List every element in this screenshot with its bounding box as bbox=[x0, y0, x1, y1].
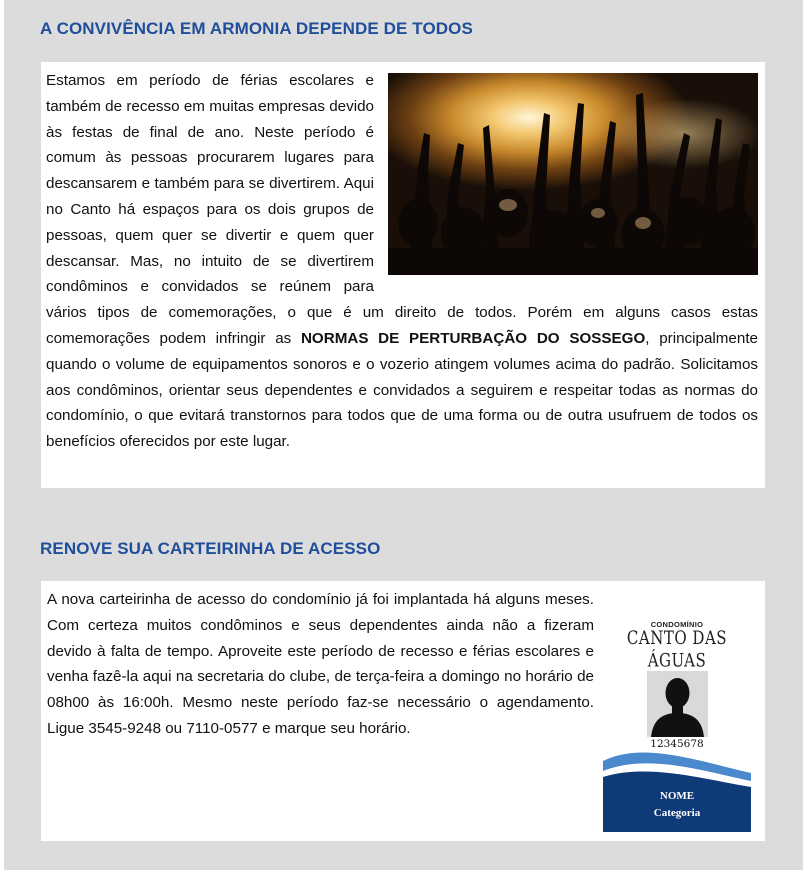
newsletter-page bbox=[4, 0, 803, 870]
content-box-carteirinha bbox=[41, 581, 765, 841]
party-crowd-photo bbox=[388, 73, 758, 275]
person-silhouette-icon bbox=[647, 671, 708, 737]
card-brand: CANTO DAS ÁGUAS bbox=[626, 626, 728, 672]
card-label-condominio: CONDOMÍNIO bbox=[650, 620, 704, 629]
card-photo-placeholder bbox=[647, 671, 708, 737]
card-number: 12345678 bbox=[650, 738, 704, 750]
content-box-convivencia bbox=[41, 62, 765, 488]
section-title-carteirinha: RENOVE SUA CARTEIRINHA DE ACESSO bbox=[40, 539, 381, 558]
card-category: Categoria bbox=[653, 807, 701, 819]
crowd-silhouette bbox=[388, 73, 758, 275]
section-title-convivencia: A CONVIVÊNCIA EM ARMONIA DEPENDE DE TODOS bbox=[40, 19, 473, 38]
paragraph-carteirinha: A nova carteirinha de acesso do condomínio já foi implantada há alguns meses. Com certeza muitos condôminos e seus dependentes ainda não a fizeram devido à falta de tempo. Aproveite este período de recesso e férias escolares e venha fazê-la aqui na secretaria do clube, de terça-feira a domingo no horário de 08h00 às 16:00h. Mesmo neste período faz-se necessário o agendamento. Ligue 3545-9248 ou 7110-0577 e marque seu horário. bbox=[47, 591, 594, 737]
emphasis-normas: NORMAS DE PERTURBAÇÃO DO SOSSEGO bbox=[300, 329, 646, 347]
paragraph-convivencia: Estamos em período de férias escolares e também de recesso em muitas empresas devido às festas de final de ano. Neste período é comum às pessoas procurarem lugares para descansarem e também para se divertirem. Aqui no Canto há espaços para os dois grupos de pessoas, quem quer se divertir e quem quer descansar. Mas, no intuito de se divertirem condôminos e convidados se reúnem para vários tipos de comemorações, o que é um direito de todos. Porém em alguns casos estas comemorações podem infringir as NORMAS DE PERTURBAÇÃO DO SOSSEGO, principalmente quando o volume de equipamentos sonoros e o vozerio atingem volumes acima do padrão. Solicitamos aos condôminos, orientar seus dependentes e convidados a seguirem e respeitar todas as normas do condomínio, o que evitará transtornos para todos que de uma forma ou de outra usufruem de todos os benefícios oferecidos por este lugar. bbox=[46, 72, 758, 451]
access-card-image bbox=[603, 604, 751, 832]
card-name: NOME bbox=[659, 790, 695, 802]
